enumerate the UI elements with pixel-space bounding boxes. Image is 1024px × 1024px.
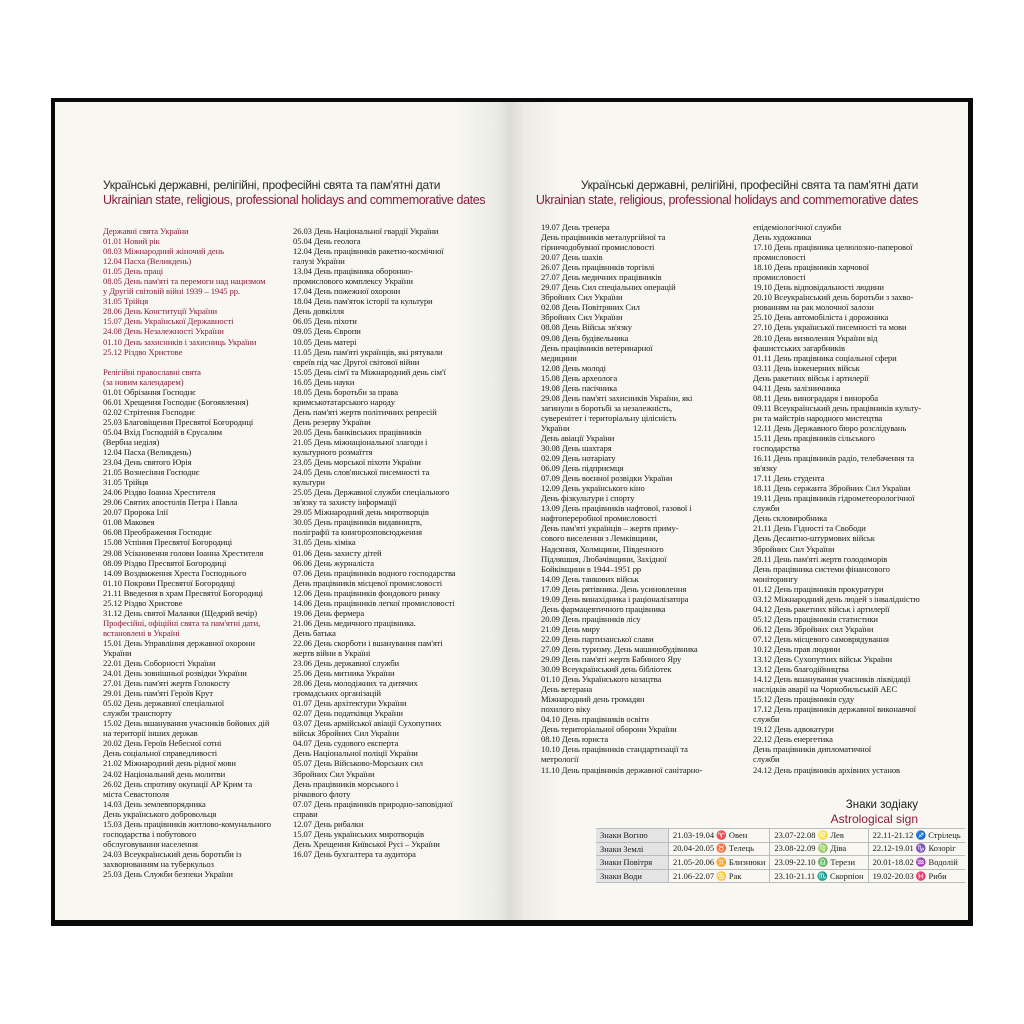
zodiac-row: [596, 869, 965, 883]
date-entry: 07.07 День працівників природно-заповідної: [293, 798, 453, 809]
date-entry: 12.04 Пасха (Великдень): [103, 256, 192, 267]
date-entry: справи: [293, 808, 318, 819]
date-entry: День працівників дипломатичної: [753, 744, 872, 755]
date-entry: 03.07 День армійської авіації Сухопутних: [293, 718, 442, 729]
zodiac-row: [596, 842, 965, 856]
date-entry: 04.07 День судового експерта: [293, 738, 399, 749]
date-entry: служби: [753, 503, 780, 514]
zodiac-sign: 21.05-20.06 ♊ Близнюки: [669, 856, 770, 870]
date-entry: господарства: [753, 443, 800, 454]
date-entry: 29.07 День Сил спеціальних операцій: [541, 282, 676, 293]
date-entry: обслуговування населення: [103, 838, 198, 849]
date-entry: 12.04 Пасха (Великдень): [103, 447, 192, 458]
date-entry: 20.10 Всеукраїнський день боротьби з захво-: [753, 292, 914, 303]
date-entry: 06.08 Преображення Господнє: [103, 527, 212, 538]
zodiac-sign: 20.01-18.02 ♒ Водолій: [868, 856, 965, 870]
date-entry: 01.01 Новий рік: [103, 236, 160, 247]
date-entry: 01.05 День праці: [103, 266, 164, 277]
date-entry: зв'язку та захисту інформації: [293, 497, 397, 508]
date-entry: 06.06 День журналіста: [293, 557, 375, 568]
date-entry: 05.04 День геолога: [293, 236, 361, 247]
date-entry: 12.04 День працівників ракетно-космічної: [293, 246, 444, 257]
date-entry: господарства і побутового: [103, 828, 197, 839]
zodiac-row: [596, 829, 965, 843]
header-title-en: Ukrainian state, religious, professional holidays and commemorative dates: [103, 193, 486, 207]
right-page-header: [536, 178, 918, 207]
date-entry: 13.09 День працівників нафтової, газової і: [541, 503, 692, 514]
date-entry: Міжнародний день громадян: [541, 694, 645, 705]
date-entry: суверенітет і територіальну цілісність: [541, 412, 677, 423]
date-entry: 01.11 День працівника соціальної сфери: [753, 352, 897, 363]
date-entry: гірничодобувної промисловості: [541, 242, 655, 253]
date-entry: 29.09 День пам'яті жертв Бабиного Яру: [541, 654, 682, 665]
zodiac-sign: 23.08-22.09 ♍ Діва: [770, 842, 868, 856]
zodiac-sign: 21.06-22.07 ♋ Рак: [669, 869, 770, 883]
date-entry: служби: [753, 754, 780, 765]
date-entry: 29.08 Усікновення голови Іоанна Хрестителя: [103, 547, 264, 558]
date-entry: 11.10 День працівників державної санітарно-: [541, 764, 703, 775]
date-entry: 18.10 День працівників харчової: [753, 262, 869, 273]
date-entry: День довкілля: [293, 306, 344, 317]
date-entry: культури: [293, 477, 325, 488]
date-entry: 15.07 День Української Державності: [103, 316, 234, 327]
date-entry: 29.01 День пам'яті Героїв Крут: [103, 688, 213, 699]
date-entry: 06.12 День Збройних сил України: [753, 623, 874, 634]
date-entry: 04.10 День працівників освіти: [541, 714, 649, 725]
date-entry: 08.11 День виноградаря і винороба: [753, 392, 878, 403]
date-entry: жертв війни в Україні: [293, 647, 371, 658]
date-entry: 25.03 День Служби безпеки України: [103, 869, 233, 879]
date-entry: 31.05 День хіміка: [293, 537, 356, 548]
date-entry: Збройних Сил України: [293, 768, 375, 779]
date-entry: 17.10 День працівника целюлозно-паперової: [753, 242, 913, 253]
zodiac-element: Знаки Води: [596, 869, 669, 883]
date-entry: 26.03 День Національної гвардії України: [293, 226, 439, 236]
date-entry: культурного розмаїття: [293, 447, 373, 458]
date-entry: 01.10 День Українського козацтва: [541, 674, 662, 685]
section-heading: Релігійні православні свята: [103, 366, 201, 377]
date-entry: 02.08 День Повітряних Сил: [541, 302, 640, 313]
date-entry: 07.09 День воєнної розвідки України: [541, 473, 673, 484]
date-entry: 22.09 День партизанської слави: [541, 633, 654, 644]
date-entry: 27.01 День пам'яті жертв Голокосту: [103, 678, 230, 689]
date-entry: 01.08 Маковея: [103, 517, 155, 528]
date-entry: 07.12 День місцевого самоврядування: [753, 633, 889, 644]
date-entry: 06.01 Хрещення Господнє (Богоявлення): [103, 396, 249, 407]
date-entry: медицини: [541, 352, 577, 363]
date-entry: Підляшшя, Любачівщини, Західної: [541, 553, 667, 564]
zodiac-sign: 20.04-20.05 ♉ Телець: [669, 842, 770, 856]
date-entry: 24.08 День Незалежності України: [103, 326, 224, 337]
left-page: [55, 102, 510, 920]
zodiac-sign: 23.09-22.10 ♎ Терези: [770, 856, 868, 870]
date-entry: 01.12 День працівників прокуратури: [753, 583, 884, 594]
date-entry: фашистських загарбників: [753, 342, 845, 353]
date-entry: 01.06 День захисту дітей: [293, 547, 382, 558]
date-entry: 19.12 День адвокатури: [753, 724, 834, 735]
date-entry: 13.12 День Сухопутних військ України: [753, 654, 893, 665]
date-entry: служби: [753, 714, 780, 725]
date-entry: 16.05 День науки: [293, 376, 355, 387]
zodiac-sign: 23.10-21.11 ♏ Скорпіон: [770, 869, 868, 883]
date-entry: 23.06 День державної служби: [293, 658, 400, 669]
zodiac-row: [596, 856, 965, 870]
date-entry: 15.07 День українських миротворців: [293, 828, 424, 839]
date-entry: міста Севастополя: [103, 788, 169, 799]
date-entry: Збройних Сил України: [541, 292, 623, 303]
date-entry: 25.10 День автомобіліста і дорожника: [753, 312, 889, 323]
zodiac-title: [831, 799, 918, 826]
date-entry: 06.09 День підприємця: [541, 463, 624, 474]
date-entry: 24.01 День зовнішньої розвідки України: [103, 668, 247, 679]
date-entry: 28.11 День пам'яті жертв голодоморів: [753, 553, 888, 564]
right-column-1: [541, 222, 736, 775]
date-entry: 30.05 День працівників видавництв,: [293, 517, 422, 528]
date-entry: 30.09 Всеукраїнський день бібліотек: [541, 664, 672, 675]
date-entry: громадських організацій: [293, 688, 381, 699]
date-entry: 19.07 День тренера: [541, 222, 610, 232]
date-entry: 10.12 День прав людини: [753, 643, 841, 654]
date-entry: 17.12 День працівників державної виконавчої: [753, 704, 916, 715]
date-entry: метрології: [541, 754, 579, 765]
date-entry: 08.08 День Військ зв'язку: [541, 322, 632, 333]
date-entry: річкового флоту: [293, 788, 351, 799]
date-entry: День соціальної справедливості: [103, 748, 218, 759]
date-entry: євреїв під час Другої світової війни: [293, 356, 420, 367]
date-entry: День ракетних військ і артилерії: [753, 372, 869, 383]
date-entry: 27.07 День медичних працівників: [541, 272, 662, 283]
date-entry: 08.09 Різдво Пресвятої Богородиці: [103, 557, 227, 568]
date-entry: День працівників місцевої промисловості: [293, 577, 443, 588]
date-entry: 08.03 Міжнародний жіночий день: [103, 246, 224, 257]
date-entry: 21.02 Міжнародний день рідної мови: [103, 758, 236, 769]
date-entry: 04.12 День ракетних військ і артилерії: [753, 603, 890, 614]
date-entry: 05.04 Вхід Господній в Єрусалим: [103, 426, 222, 437]
right-page: [510, 102, 968, 920]
date-entry: 21.09 День миру: [541, 623, 600, 634]
date-entry: 19.06 День фермера: [293, 607, 365, 618]
date-entry: 24.03 Всеукраїнський день боротьби із: [103, 848, 242, 859]
date-entry: 15.08 День археолога: [541, 372, 618, 383]
zodiac-table: [596, 828, 965, 883]
date-entry: День пам'яті українців – жертв приму-: [541, 523, 679, 534]
date-entry: рюванням на рак молочної залози: [753, 302, 874, 313]
date-entry: День фармацевтичного працівника: [541, 603, 666, 614]
date-entry: наслідків аварії на Чорнобильській АЕС: [753, 684, 898, 695]
date-entry: 30.08 День шахтаря: [541, 443, 612, 454]
date-entry: 15.03 День працівників житлово-комунального: [103, 818, 271, 829]
date-entry: 13.04 День працівника оборонно-: [293, 266, 413, 277]
zodiac-sign: 22.12-19.01 ♑ Козоріг: [868, 842, 965, 856]
date-entry: 16.07 День бухгалтера та аудитора: [293, 848, 416, 859]
date-entry: Збройних Сил України: [753, 543, 835, 554]
date-entry: військ Збройних Сил України: [293, 728, 399, 739]
date-entry: промислового комплексу України: [293, 276, 413, 287]
date-entry: 21.11 Введення в храм Пресвятої Богородиці: [103, 587, 263, 598]
date-entry: 19.09 День винахідника і раціоналізатора: [541, 593, 689, 604]
date-entry: України: [541, 422, 570, 433]
date-entry: (Вербна неділя): [103, 436, 160, 447]
date-entry: 31.05 Трійця: [103, 477, 149, 488]
date-entry: День скловиробника: [753, 513, 827, 524]
date-entry: 24.05 День слов'янської писемності та: [293, 467, 430, 478]
date-entry: 22.12 День енергетика: [753, 734, 833, 745]
date-entry: День українського добровольця: [103, 808, 217, 819]
date-entry: сового виселення з Лемківщини,: [541, 533, 658, 544]
date-entry: День фізкультури і спорту: [541, 493, 635, 504]
zodiac-element: Знаки Землі: [596, 842, 669, 856]
date-entry: 15.05 День сім'ї та Міжнародний день сім'ї: [293, 366, 446, 377]
date-entry: День ветерана: [541, 684, 593, 695]
date-entry: 25.12 Різдво Христове: [103, 346, 183, 357]
date-entry: промисловості: [753, 252, 806, 263]
planner-spread: [51, 98, 973, 926]
date-entry: 25.06 День митника України: [293, 668, 395, 679]
date-entry: 29.08 День пам'яті захисників України, які: [541, 392, 693, 403]
date-entry: моніторингу: [753, 573, 798, 584]
date-entry: 02.07 День податківця України: [293, 708, 403, 719]
section-heading: встановлені в Україні: [103, 627, 180, 638]
date-entry: 23.05 День морської піхоти України: [293, 457, 421, 468]
date-entry: 20.07 Пророка Ілії: [103, 507, 169, 518]
date-entry: 21.05 День міжнаціональної злагоди і: [293, 436, 428, 447]
date-entry: 22.06 День скорботи і вшанування пам'яті: [293, 637, 443, 648]
date-entry: 28.06 День молодіжних та дитячих: [293, 678, 418, 689]
date-entry: 10.10 День працівників стандартизації та: [541, 744, 688, 755]
date-entry: 01.07 День архітектури України: [293, 698, 407, 709]
date-entry: 03.12 Міжнародний день людей з інвалідністю: [753, 593, 920, 604]
date-entry: День працівників ветеринарної: [541, 342, 653, 353]
left-page-header: [103, 178, 485, 207]
date-entry: 05.12 День працівників статистики: [753, 613, 878, 624]
date-entry: 23.04 День святого Юрія: [103, 457, 192, 468]
date-entry: 03.11 День інженерних військ: [753, 362, 860, 373]
header-title-ua: Українські державні, релігійні, професійні свята та пам'ятні дати: [103, 178, 441, 192]
date-entry: зв'язку: [753, 463, 777, 474]
date-entry: 12.06 День працівників фондового ринку: [293, 587, 440, 598]
right-column-2: [753, 222, 953, 775]
date-entry: 14.06 День працівників легкої промисловості: [293, 597, 455, 608]
date-entry: 29.06 Святих апостолів Петра і Павла: [103, 497, 238, 508]
date-entry: 15.11 День працівників сільського: [753, 432, 875, 443]
date-entry: 28.10 День визволення України від: [753, 332, 878, 343]
date-entry: [103, 357, 289, 367]
date-entry: 21.05 Вознесіння Господнє: [103, 467, 200, 478]
date-entry: День батька: [293, 627, 336, 638]
date-entry: 09.11 Всеукраїнський день працівників культу-: [753, 402, 921, 413]
date-entry: поліграфії та книгорозповсюдження: [293, 527, 422, 538]
date-entry: 29.05 Міжнародний день миротворців: [293, 507, 429, 518]
date-entry: День художника: [753, 232, 812, 243]
zodiac-sign: 22.11-21.12 ♐ Стрілець: [868, 829, 965, 843]
date-entry: 20.09 День працівників лісу: [541, 613, 641, 624]
zodiac-sign: 21.03-19.04 ♈ Овен: [669, 829, 770, 843]
date-entry: 19.08 День пасічника: [541, 382, 617, 393]
date-entry: 20.02 День Героїв Небесної сотні: [103, 738, 222, 749]
section-heading: Професійні, офіційні свята та пам'ятні дати,: [103, 617, 261, 628]
date-entry: День пам'яті жертв політичних репресій: [293, 406, 437, 417]
zodiac-element: Знаки Вогню: [596, 829, 669, 843]
date-entry: 16.11 День працівників радіо, телебачення та: [753, 453, 915, 464]
date-entry: День Національної поліції України: [293, 748, 418, 759]
date-entry: 17.09 День рятівника. День усиновлення: [541, 583, 687, 594]
date-entry: служби транспорту: [103, 708, 172, 719]
date-entry: 04.11 День залізничника: [753, 382, 841, 393]
date-entry: 15.08 Успіння Пресвятої Богородиці: [103, 537, 233, 548]
date-entry: День територіальної оборони України: [541, 724, 677, 735]
date-entry: Бойківщини в 1944–1951 рр: [541, 563, 642, 574]
date-entry: 12.08 День молоді: [541, 362, 606, 373]
date-entry: 19.10 День відповідальності людини: [753, 282, 884, 293]
date-entry: 31.05 Трійця: [103, 296, 149, 307]
date-entry: 12.07 День рибалки: [293, 818, 364, 829]
date-entry: 26.02 День спротиву окупації АР Крим та: [103, 778, 253, 789]
date-entry: 19.11 День працівників гідрометеорологічної: [753, 493, 915, 504]
date-entry: 21.06 День медичного працівника.: [293, 617, 416, 628]
header-title-ua: Українські державні, релігійні, професійні свята та пам'ятні дати: [580, 178, 918, 192]
date-entry: Збройних Сил України: [541, 312, 623, 323]
date-entry: 28.06 День Конституції України: [103, 306, 217, 317]
date-entry: похилого віку: [541, 704, 591, 715]
date-entry: 09.05 День Європи: [293, 326, 361, 337]
date-entry: 17.04 День пожежної охорони: [293, 286, 401, 297]
date-entry: 08.10 День юриста: [541, 734, 609, 745]
date-entry: 12.09 День українського кіно: [541, 483, 645, 494]
date-entry: 24.12 День працівників архівних установ: [753, 764, 900, 775]
date-entry: 17.11 День студента: [753, 473, 825, 484]
date-entry: 14.12 День вшанування учасників ліквідації: [753, 674, 911, 685]
date-entry: Надсяння, Холмщини, Південного: [541, 543, 664, 554]
date-entry: 15.02 День вшанування учасників бойових дій: [103, 718, 270, 729]
date-entry: 02.02 Стрітення Господнє: [103, 406, 195, 417]
zodiac-element: Знаки Повітря: [596, 856, 669, 870]
date-entry: День авіації України: [541, 432, 615, 443]
date-entry: День Хрещення Київської Русі – України: [293, 838, 440, 849]
date-entry: 02.09 День нотаріату: [541, 453, 616, 464]
date-entry: 15.12 День працівників суду: [753, 694, 855, 705]
date-entry: 13.12 День благодійництва: [753, 664, 849, 675]
date-entry: 14.09 День танкових військ: [541, 573, 639, 584]
date-entry: 18.04 День пам'яток історії та культури: [293, 296, 433, 307]
date-entry: нафтопереробної промисловості: [541, 513, 657, 524]
date-entry: 06.05 День піхоти: [293, 316, 357, 327]
date-entry: 25.03 Благовіщення Пресвятої Богородиці: [103, 416, 254, 427]
date-entry: епідеміологічної служби: [753, 222, 842, 232]
date-entry: День працівників морського і: [293, 778, 399, 789]
date-entry: 20.05 День банківських працівників: [293, 426, 422, 437]
date-entry: 07.06 День працівників водного господарства: [293, 567, 456, 578]
date-entry: кримськотатарського народу: [293, 396, 395, 407]
date-entry: 22.01 День Соборності України: [103, 658, 216, 669]
date-entry: у Другій світовій війні 1939 – 1945 рр.: [103, 286, 240, 297]
date-entry: 14.03 День землевпорядника: [103, 798, 206, 809]
date-entry: 18.11 День сержанта Збройних Сил України: [753, 483, 911, 494]
date-entry: ри та майстрів народного мистецтва: [753, 412, 883, 423]
date-entry: 01.10 Покрови Пресвятої Богородиці: [103, 577, 236, 588]
date-entry: 24.02 Національний день молитви: [103, 768, 226, 779]
date-entry: 15.01 День Управління державної охорони: [103, 637, 255, 648]
date-entry: 08.05 День пам'яті та перемоги над нацизмом: [103, 276, 266, 287]
date-entry: 27.10 День української писемності та мови: [753, 322, 907, 333]
date-entry: 12.11 День Державного бюро розслідувань: [753, 422, 907, 433]
date-entry: України: [103, 647, 132, 658]
section-heading: (за новим календарем): [103, 376, 184, 387]
date-entry: 24.06 Різдво Іоанна Хрестителя: [103, 487, 216, 498]
date-entry: День Десантно-штурмових військ: [753, 533, 875, 544]
zodiac-title-ua: Знаки зодіаку: [845, 799, 918, 811]
header-title-en: Ukrainian state, religious, professional holidays and commemorative dates: [535, 193, 918, 207]
date-entry: на території інших держав: [103, 728, 198, 739]
date-entry: 27.09 День туризму. День машинобудівника: [541, 643, 698, 654]
date-entry: 01.10 День захисників і захисниць України: [103, 336, 257, 347]
date-entry: 18.05 День боротьби за права: [293, 386, 398, 397]
date-entry: 20.07 День шахів: [541, 252, 603, 263]
left-column-2: [293, 226, 493, 859]
zodiac-sign: 23.07-22.08 ♌ Лев: [770, 829, 868, 843]
date-entry: День працівників металургійної та: [541, 232, 666, 243]
date-entry: 25.05 День Державної служби спеціального: [293, 487, 450, 498]
date-entry: 11.05 День пам'яті українців, які рятували: [293, 346, 443, 357]
date-entry: 09.08 День будівельника: [541, 332, 629, 343]
date-entry: галузі України: [293, 256, 345, 267]
date-entry: загинули в боротьбі за незалежність,: [541, 402, 673, 413]
date-entry: 10.05 День матері: [293, 336, 357, 347]
date-entry: День працівника системи фінансового: [753, 563, 890, 574]
date-entry: 05.07 День Військово-Морських сил: [293, 758, 423, 769]
date-entry: 05.02 День державної спеціальної: [103, 698, 225, 709]
date-entry: 25.12 Різдво Христове: [103, 597, 183, 608]
date-entry: 21.11 День Гідності та Свободи: [753, 523, 866, 534]
zodiac-sign: 19.02-20.03 ♓ Риби: [868, 869, 965, 883]
zodiac-title-en: Astrological sign: [830, 812, 918, 826]
date-entry: 01.01 Обрізання Господнє: [103, 386, 196, 397]
date-entry: промисловості: [753, 272, 806, 283]
section-heading: Державні свята України: [103, 226, 189, 236]
left-column-1: [103, 226, 289, 879]
date-entry: 14.09 Воздвиження Хреста Господнього: [103, 567, 247, 578]
date-entry: 31.12 День святої Маланки (Щедрий вечір): [103, 607, 257, 618]
date-entry: 26.07 День працівників торгівлі: [541, 262, 655, 273]
date-entry: захворюванням на туберкульоз: [103, 858, 214, 869]
date-entry: День резерву України: [293, 416, 371, 427]
